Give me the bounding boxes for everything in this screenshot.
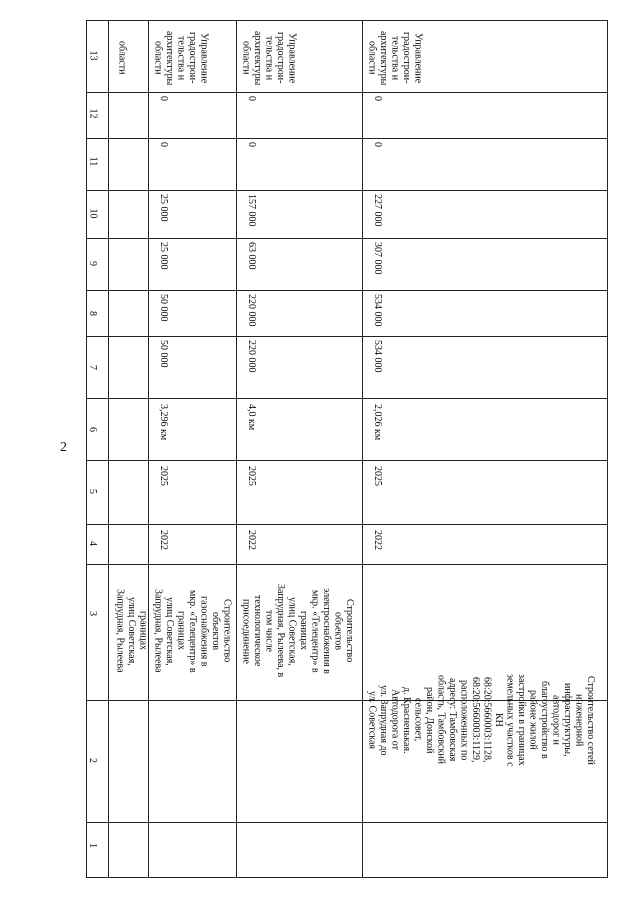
table-cell-total: 50 000 xyxy=(158,294,169,322)
table-cell-year3: 0 xyxy=(246,142,257,147)
column-divider xyxy=(86,460,608,461)
table-cell-year2: 157 000 xyxy=(246,194,257,227)
table-cell-year2: 227 000 xyxy=(372,194,383,227)
column-number: 8 xyxy=(87,311,98,316)
table-cell-total: 220 000 xyxy=(246,294,257,327)
table-cell-start-year: 2022 xyxy=(246,530,257,550)
column-divider xyxy=(86,190,608,191)
table-cell-cost: 534 000 xyxy=(372,340,383,373)
table-cell-capacity: 2,026 км xyxy=(372,404,383,441)
page-number: 2 xyxy=(60,440,67,455)
column-divider xyxy=(86,238,608,239)
column-number: 12 xyxy=(87,108,99,119)
column-number: 13 xyxy=(87,50,99,61)
table-cell-cost: 220 000 xyxy=(246,340,257,373)
column-number: 11 xyxy=(87,156,99,167)
table-cell-year2: 25 000 xyxy=(158,194,169,222)
row-divider xyxy=(148,20,149,878)
table-cell-responsible: области xyxy=(116,41,128,75)
header-divider xyxy=(108,20,109,878)
table-cell-object: Строительство объектов газоснабжения в мкр. «Телецентр» в границах улиц Советская, Запрудная, Рылеева xyxy=(152,589,233,673)
column-divider xyxy=(86,92,608,93)
table-cell-start-year: 2022 xyxy=(372,530,383,550)
table-cell-year1: 307 000 xyxy=(372,242,383,275)
table-cell-object: границах улиц Советская, Запрудная, Рылеева xyxy=(114,589,149,673)
table-cell-year3: 0 xyxy=(372,142,383,147)
column-number: 7 xyxy=(87,365,98,370)
column-number: 3 xyxy=(87,611,98,616)
table-cell-end-year: 2025 xyxy=(246,466,257,486)
column-divider xyxy=(86,290,608,291)
table-cell-start-year: 2022 xyxy=(158,530,169,550)
table-cell-year1: 25 000 xyxy=(158,242,169,270)
table-cell-responsible: Управление градострои- тельства и архитектуры области xyxy=(152,30,210,86)
column-number: 9 xyxy=(87,261,98,266)
column-number: 4 xyxy=(87,541,98,546)
table-cell-end-year: 2025 xyxy=(158,466,169,486)
table-cell-object: Строительство объектов электроснабжения в мкр. «Телецентр» в границах улиц Советская, Запрудная, Рылеева, в том числе технологическое присоединение xyxy=(240,584,355,678)
column-divider xyxy=(86,398,608,399)
table-cell-end-year: 2025 xyxy=(372,466,383,486)
table-cell-cost: 50 000 xyxy=(158,340,169,368)
column-divider xyxy=(86,564,608,565)
row-divider xyxy=(236,20,237,878)
table-cell-year4: 0 xyxy=(158,96,169,101)
column-number: 10 xyxy=(87,208,99,219)
table-cell-year1: 63 000 xyxy=(246,242,257,270)
table-cell-year4: 0 xyxy=(246,96,257,101)
table-cell-total: 534 000 xyxy=(372,294,383,327)
table-cell-responsible: Управление градострои- тельства и архитектуры области xyxy=(240,30,298,86)
column-number: 6 xyxy=(87,427,98,432)
table-cell-year3: 0 xyxy=(158,142,169,147)
table-cell-year4: 0 xyxy=(372,96,383,101)
table-cell-object: Строительство сетей инженерной инфраструктуры, автодорог и благоустройство в районе жилой застройки в границах земельных участков с КН 68:20:5660003:1128, 68:20:5660003:1129, расположенных по адресу: Тамбовская область, Тамбовский район, Донской сельсовет, д. Красненькая. Автодорога от ул. Запрудная до ул. Советская xyxy=(366,673,596,767)
column-divider xyxy=(86,138,608,139)
row-divider xyxy=(362,20,363,878)
column-divider xyxy=(86,524,608,525)
column-number: 2 xyxy=(87,758,98,763)
column-number: 5 xyxy=(87,489,98,494)
table-cell-capacity: 3,296 км xyxy=(158,404,169,441)
table-cell-capacity: 4,0 км xyxy=(246,404,257,431)
column-divider xyxy=(86,336,608,337)
column-number: 1 xyxy=(87,843,98,848)
table-cell-responsible: Управление градострои- тельства и архитектуры области xyxy=(366,30,424,86)
